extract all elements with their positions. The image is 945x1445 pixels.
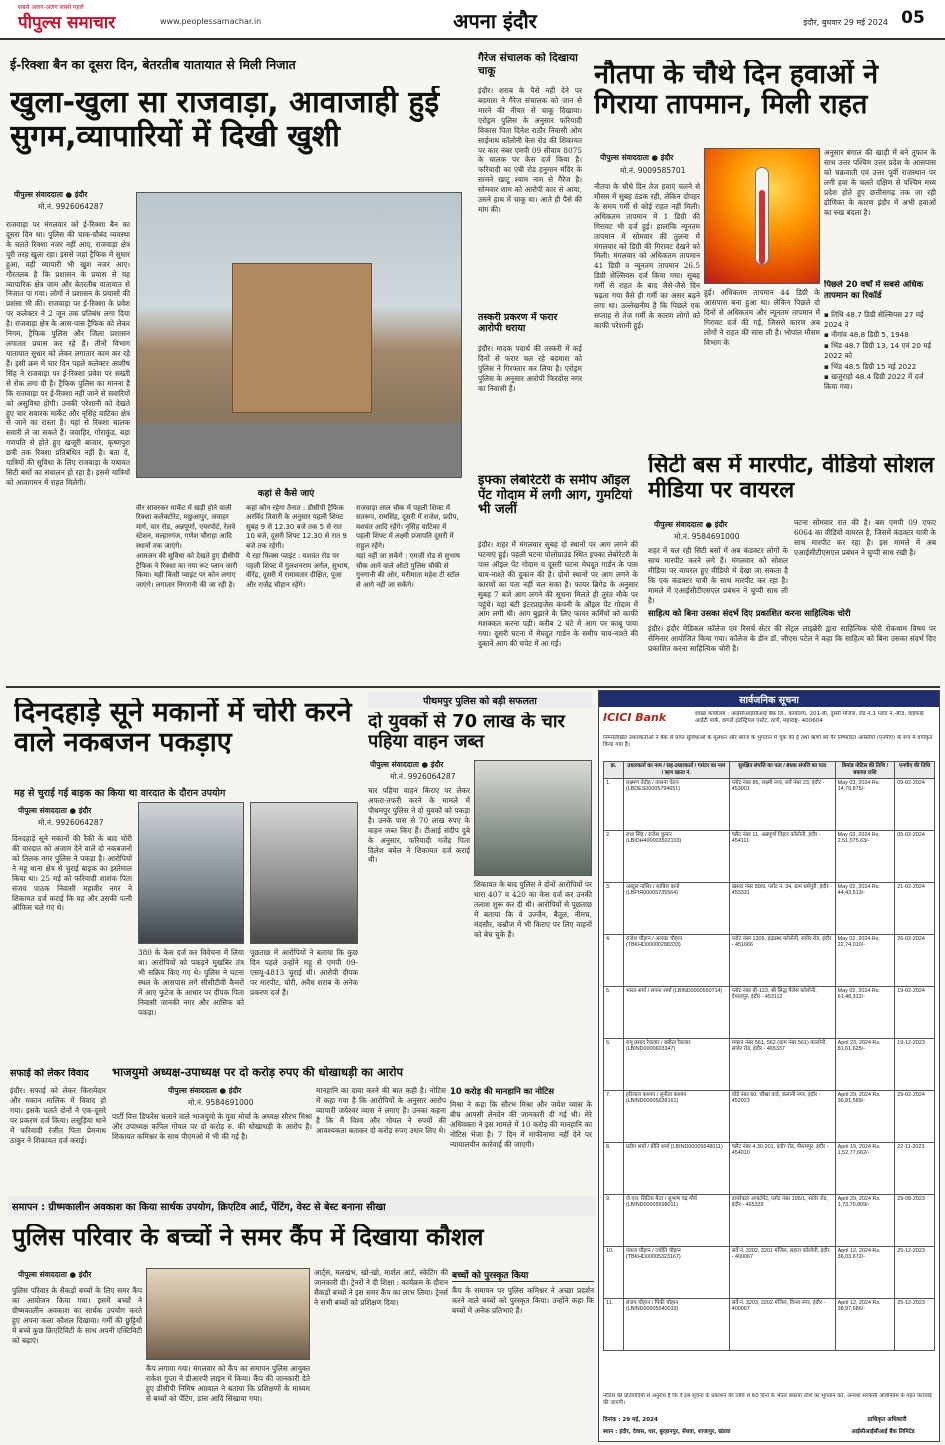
safai-body: इंदौर। सफाई को लेकर किरायेदार और मकान मालिक में विवाद हो गया। इसके चलते दोनों ने एक-दूसरे पर प्रकरण दर्ज किया। लसूड़िया थाने में फरियादी रंजीत पिता प्रेमनाथ ठाकुर ने शिकायत दर्ज कराई।: [10, 1086, 106, 1145]
notice-row: [604, 1090, 935, 1142]
notice-cell: जे.एल. सिटिस मैटर / सुभाष चंद्र मौर्य (LBIND00005698011): [623, 1194, 729, 1246]
notice-cell: भारत शर्मा / सपना शर्मा (LBIND0000550714): [623, 986, 729, 1038]
citybus-story: [644, 452, 940, 682]
record-item: ▪ भिंड 48.5 डिग्री 15 मई 2022: [824, 361, 917, 371]
route-item: यहां नहीं जा सकेंगे : एमजी रोड से सुभाष चौक आने वाले ऑटो पुलिस चौकी से गुनगानी की ओर, मरीमाता महेश टी स्टॉल से आगे नहीं जा सकेंगे।: [356, 552, 460, 589]
record-item: ▪ खजुराहो 48.4 डिग्री 2022 में दर्ज किया गया।: [824, 372, 924, 392]
notice-cell: फ्लैट नंबर 4.30-201, इंदौर रोड, पीथमपुर, इंदौर - 454010: [729, 1142, 835, 1194]
camp-headline: पुलिस परिवार के बच्चों ने समर कैंप में दिखाया कौशल: [12, 1224, 484, 1251]
camp-body-3: आर्ट्स, मलखंभ, खो-खो, मार्शल आर्ट, स्केटिंग की जानकारी दी। ट्रेनरों ने दी शिक्षा : कार्यक्रम के दौरान सैकड़ों बच्चों ने इस समर कैंप का लाभ लिया। ट्रेनर्स ने सभी बच्चों को प्रशिक्षण दिया।: [314, 1268, 448, 1307]
notice-cell: 09-02-2024: [895, 778, 935, 830]
theft-headline: दिनदहाड़े सूने मकानों में चोरी करने वाले नकबजन पकड़ाए: [14, 698, 352, 759]
icici-notice: [598, 690, 940, 1442]
notice-row: [604, 1246, 935, 1298]
notice-cell: वॉर्ड नंबर 60, चौखा वार्ड, कलानी नगर, इंदौर - 452023: [729, 1090, 835, 1142]
brand-logo: पीपुल्स समाचार: [18, 13, 116, 33]
notice-cell: 19-12-2023: [895, 1038, 935, 1090]
award-box-body: कैंप के समापन पर पुलिस कमिश्नर ने अच्छा प्रदर्शन करने वाले बच्चों को पुरस्कृत किया। उन्होंने कहा कि बच्चों में अनेक प्रतिभाएं हैं।: [452, 1286, 594, 1315]
citybus-mobile: मो.नं. 9584691000: [674, 532, 740, 541]
notice-cell: April 29, 2024 Rs. 36,81,589/-: [835, 1090, 895, 1142]
accused1-photo: [138, 802, 244, 944]
bjym-body-2: मानहानि का दावा करने की बात कही है। नोटिस में कहा गया है कि आरोपियों के अनुसार आरोप व्यापारी जयेश्वर व्यास ने लगाए हैं। उनका कहना है कि मैं विश्व और गोयल ने रुपयों की आवश्यकता बताकर दो करोड़ रुपए उधार लिए थे।: [316, 1086, 446, 1135]
pithampur-body: चार पहिया वाहन किराए पर लेकर अफरा-तफरी करने के मामले में पीथमपुर पुलिस ने दो युवकों को पकड़ा है। उनके पास से 70 लाख रुपए के वाहन जब्त किए हैं। टीआई संदीप दुबे के अनुसार, फरियादी गजेंद्र पिता दिलेश बघेल ने शिकायत दर्ज कराई थी।: [368, 786, 470, 865]
lead-body: राजवाड़ा पर मंगलवार को ई-रिक्शा बैन का दूसरा दिन था। पुलिस की चाक-चौबंद व्यवस्था के चलते रिक्शा नजर नहीं आए, राजवाड़ा क्षेत्र पूरी तरह खुला रहा। इससे जहां ट्रैफिक में सुधार हुआ, वहीं व्यापारी भी खुश नजर आए। गौरतलब है कि प्रशासन के प्रयास से यह व्यापारिक क्षेत्र जाम और बेतरतीब यातायात से निजात पा गया। लोगों ने प्रशासन के प्रयासों की प्रशंसा भी की। राजवाड़ा पर ई-रिक्शा के प्रवेश पर कलेक्टर ने 2 जून तक प्रतिबंध लगा दिया है। राजवाड़ा क्षेत्र के आस-पास ट्रैफिक को लेकर निगम, ट्रैफिक पुलिस और जिला प्रशासन लगातार प्रयास कर रहे हैं। तीनों विभाग यातायात सुधार को लेकर लगातार काम कर रहे हैं। इसी क्रम में चार दिन पहले कलेक्टर आशीष सिंह ने राजवाड़ा पर ई-रिक्शा प्रवेश पर सख्ती से रोक लगा दी है। ट्रैफिक पुलिस का मानना है कि राजवाड़ा पर ई-रिक्शा नहीं जाने से सवारियों को असुविधा होगी। उनकी परेशानी को देखते हुए चार सवारक मार्केट और नृसिंह वाटिका क्षेत्र से जाने का रास्ता है। यहां से रिक्शा चालक सवारी ले जा सकते हैं। जवाहिर, गोराकुंड, बड़ा गणपति से होते हुए खजूरी बाजार, कृष्णपुरा छत्री तक रिक्शा प्रतिबंधित नहीं है। बता दें, यात्रियों की सुविधा के लिए राजवाड़ा के यथावत सिटी बसों का संचालन हो रहा है। इससे यात्रियों को आवागमन में राहत मिलेगी।: [6, 220, 130, 487]
masthead: [0, 0, 945, 40]
record-item: ▪ नौगांव 48.8 डिग्री 5, 1948: [824, 330, 909, 340]
notice-row: [604, 986, 935, 1038]
notice-signatory: प्राधिकृत अधिकारी: [867, 1417, 907, 1423]
lead-story: [0, 44, 468, 684]
route-item: आमजन की सुविधा को देखते हुए डीसीपी ट्रैफिक ने रिक्शा का नया रूट प्लान जारी किया। यहीं किसी प्वाइंट पर कोन लगाए जाएंगे। लगातार निगरानी की जा रही है।: [136, 552, 240, 589]
notice-office: शाखा कार्यालय : आईसीआईसीआई बैंक लि., कार्यालय, 201-बी, दूसरी मंजिल, रोड नं.1 प्लॉट नं.-बी3, वाईफाई आईटी पार्क, वागले इंडस्ट्रियल एस्टेट, ठाणे, महाराष्ट्र- 400604: [695, 711, 924, 724]
record-item: ▪ तिथि 48.7 डिग्री सेल्सियस 27 मई 2024 ने: [824, 310, 924, 329]
route-box-col3: [356, 504, 462, 684]
notice-cell: April 19, 2024 Rs. 1,52,77,662/-: [835, 1142, 895, 1194]
notice-cell: May 03, 2024 Rs. 2,51,075.63/-: [835, 830, 895, 882]
route-item: ये रहा फिक्स प्वाइंट : यशवंत रोड पर पहली शिफ्ट में गुलशनराम अर्गल, सुभाष, वीरेंद्र, दूसरी में रामावतार दीक्षित, पूजा और राजेंद्र चौहान रहेंगे।: [246, 552, 350, 589]
citybus-headline: सिटी बस में मारपीट, वीडियो सोशल मीडिया पर वायरल: [648, 454, 935, 503]
notice-cell: सर्वे नं. 3203, 3202 मंजिल, विनय नगर, इंदौर - 400067: [729, 1298, 835, 1350]
notice-cell: 1.: [604, 778, 624, 830]
garage-body: इंदौर। शराब के पैसे नहीं देने पर बदमाश ने गैरेज संचालक को जान से मारने की नीयत से चाकू दिखाया। एरोड्रम पुलिस के अनुसार फरियादी विकास पिता दिनेश राठौर निवासी ओम साईनाथ कॉलोनी केस रोड की शिकायत पर कार नंबर एमपी 09 सीवाय 8075 के चालक पर केस दर्ज किया है। फरियादी का एबी रोड हनुमान मंदिर के सामने खाटू श्याम नाम से गैरेज है। सोमवार शाम को आरोपी कार से आया, उसने हाथ में चाकू था। आते ही पैसे की मांग की।: [478, 86, 582, 215]
safai-headline: सफाई को लेकर विवाद: [10, 1068, 89, 1079]
notice-table-body: [604, 778, 935, 1350]
notice-intro: निम्नलिखित उधारकर्ताओं ने बैंक से प्राप्त सुविधाओं के मूलधन और ब्याज के भुगतान में चूक की है तथा ऋणों को गैर निष्पादित आस्तियों (एनपीए) के रूप में वर्गीकृत किया गया है।: [603, 735, 933, 748]
record-list: [824, 310, 936, 444]
police-team-photo: [474, 760, 592, 876]
weather-story: [590, 48, 940, 448]
notice-cell: लक्ष्मण तेंदोह / तासना चेतन (LBDES00005794651): [623, 778, 729, 830]
bjym-byline: पीपुल्स संवाददाता ● इंदौर: [168, 1086, 242, 1095]
weather-mobile: मो.नं. 9009585701: [620, 166, 686, 175]
notice-cell: प्रदीप शर्मा / प्रीति शर्मा (LBIND00005648011): [623, 1142, 729, 1194]
smuggling-body: इंदौर। मादक पदार्थ की तस्करी में कई दिनों से फरार चल रहे बदमाश को पुलिस ने गिरफ्तार कर लिया है। एरोड्रम पुलिस के अनुसार आरोपी फिरदोस नगर का निवासी है।: [478, 344, 582, 393]
pithampur-story: [364, 690, 596, 1062]
notice-date: दिनांक : 29 मई, 2024: [603, 1417, 658, 1423]
notice-cell: डायरेक्टर अपार्टमेंट, प्लॉट नंबर 195/1, सांवेर रोड, इंदौर - 465333: [729, 1194, 835, 1246]
notice-cell: April 23, 2024 Rs. 81,61,625/-: [835, 1038, 895, 1090]
bjym-mobile: मो.नं. 9584691000: [188, 1098, 254, 1107]
notice-cell: 29-08-2023: [895, 1194, 935, 1246]
notice-cell: हरिलाल कश्यप / सुनीता कश्यप (LBIND00005638161): [623, 1090, 729, 1142]
record-item: ▪ भिंड 48.7 डिग्री 13, 14 एवं 20 मई 2022 को: [824, 341, 932, 360]
smuggling-headline: तस्करी प्रकरण में फरार आरोपी धराया: [478, 312, 558, 335]
notice-cell: 25-12-2023: [895, 1246, 935, 1298]
notice-cell: 4.: [604, 934, 624, 986]
lead-headline: खुला-खुला सा राजवाड़ा, आवाजाही हुई सुगम,व्यापारियों में दिखी खुशी: [10, 86, 440, 154]
notice-table: [603, 761, 935, 1351]
bank-logo: ICICI Bank: [603, 711, 667, 724]
notice-cell: अब्दुल नासिर / साबिरा बानो (LBPIR00005735564): [623, 882, 729, 934]
notice-row: [604, 830, 935, 882]
notice-cell: 19-02-2024: [895, 986, 935, 1038]
theft-body-3: पूछताछ में आरोपियों ने बताया कि कुछ दिन पहले उन्होंने महू से एमपी 09-एसयू-4813 चुराई थी। आरोपी दीपक पर मारपीट, चोरी, अवैध शराब के अनेक प्रकरण दर्ज हैं।: [250, 948, 358, 997]
weather-byline: पीपुल्स संवाददाता ● इंदौर: [600, 153, 674, 162]
accused2-photo: [250, 802, 358, 944]
notice-table-wrap: [603, 761, 935, 1391]
notice-cell: मकान नंबर 561, 562 (ग्राम नंबर 561) कालोनी, सांवेर रोड, इंदौर - 465337: [729, 1038, 835, 1090]
notice-cell: खसरा नंबर 89/9, प्लॉट नं. 34, ग्राम धर्मपुरी, इंदौर - 453331: [729, 882, 835, 934]
pithampur-byline: पीपुल्स संवाददाता ● इंदौर: [370, 760, 444, 769]
bjym-headline: भाजयुमो अध्यक्ष-उपाध्यक्ष पर दो करोड़ रुपए की धोखाधड़ी का आरोप: [112, 1066, 403, 1079]
fire-story: [474, 470, 640, 682]
notice-cell: 25-12-2023: [895, 1298, 935, 1350]
garage-headline: गैरेज संचालक को दिखाया चाकू: [478, 52, 578, 77]
notice-cell: 8.: [604, 1142, 624, 1194]
notice-cell: 26-02-2024: [895, 934, 935, 986]
notice-col-header: सुरक्षित संपत्ति का पता / बंधक संपत्ति का पता: [729, 762, 835, 779]
camp-photo: [146, 1268, 310, 1360]
notice-col-header: क्र.: [604, 762, 624, 779]
notice-cell: 6.: [604, 1038, 624, 1090]
garage-column: [474, 48, 584, 468]
notice-place: स्थान : इंदौर, देवास, धार, बुरहानपुर, सेंधवा, शाजापुर, खंडवा: [603, 1429, 731, 1435]
notice-cell: May 02, 2024 Rs. 22,74,010/-: [835, 934, 895, 986]
road-illustration: [137, 423, 462, 478]
citybus-body-right: घटना सोमवार रात की है। बस एमपी 09 एफए 6064 का वीडियो वायरल है, जिसमें कंडक्टर यात्री के साथ मारपीट कर रहा है। इस मामले में अब एआईसीटीएसएल प्रबंधन ने चुप्पी साध रखी है।: [794, 518, 936, 557]
theft-body: दिनदहाड़े सूने मकानों की रैकी के बाद चोरी की वारदात को अंजाम देने वाले दो नकबजनों को तिलक नगर पुलिस ने पकड़ा है। आरोपियों ने महू थाना क्षेत्र से चुराई बाइक का इस्तेमाल किया था। 25 मई को फरियादी शाशंक पिता संजय पाठक निवासी महावीर नगर ने शिकायत दर्ज कराई कि वह और उसकी पत्नी ऑफिस चले गए थे।: [12, 834, 132, 913]
defamation-title: 10 करोड़ की मानहानि का नोटिस: [450, 1086, 555, 1096]
pithampur-kicker: पीथमपुर पुलिस को बड़ी सफलता: [368, 692, 592, 708]
notice-cell: पंकज चौहान / ज्योति चौहान (TBKHD00005323167): [623, 1246, 729, 1298]
theft-story: [0, 690, 362, 1062]
notice-cell: रामू प्रसाद रैकवार / बबीता रैकवार (LBIND0000603347): [623, 1038, 729, 1090]
website: www.peoplessamachar.in: [160, 17, 262, 26]
notice-cell: 05-02-2024: [895, 830, 935, 882]
fire-headline: इफ्का लेबोरेटरी के समीप ऑइल पेंट गोदाम में लगी आग, गुमटियां भी जलीं: [478, 474, 633, 518]
notice-cell: फ्लैट नंबर 11, अन्नपूर्णा विहार कॉलोनी, इंदौर - 454111: [729, 830, 835, 882]
notice-cell: प्लॉट नंबर बी-123, श्री सिद्ध पैलेस कॉलोनी, देपालपुर, इंदौर - 453112: [729, 986, 835, 1038]
notice-col-header: डिमांड नोटिस की तिथि / बकाया राशि: [835, 762, 895, 779]
theft-byline: पीपुल्स संवाददाता ● इंदौर: [18, 806, 92, 815]
section-title: अपना इंदौर: [453, 9, 537, 33]
notice-row: [604, 1194, 935, 1246]
notice-cell: 10.: [604, 1246, 624, 1298]
notice-cell: संजय चौहान / पिंकी चौहान (LBIND00005540033): [623, 1298, 729, 1350]
notice-cell: May 03, 2024 Rs. 14,79,875/-: [835, 778, 895, 830]
pithampur-body-2: शिकायत के बाद पुलिस ने दोनों आरोपियों पर धारा 407 व 420 का केस दर्ज कर उनकी तलाश शुरू कर दी थी। आरोपियों से पूछताछ में बताया कि वे उज्जैन, बैतूल, नीमच, मंदसौर, कन्नौज में भी किराए पर लिए वाहनों को बेच चुके हैं।: [474, 880, 592, 939]
notice-cell: 11.: [604, 1298, 624, 1350]
theft-mobile: मो.नं. 9926064287: [38, 818, 104, 827]
camp-story: [0, 1194, 598, 1440]
route-box-col1: [136, 504, 240, 684]
fire-body: इंदौर। शहर में मंगलवार सुबह दो स्थानों पर आग लगने की घटनाएं हुई। पहली घटना पोलोग्राउंड स्थित इफ्का लेबोरेटरी के पास ऑइल पेंट गोदाम व दूसरी घटना मेघदूत गार्डन के पास चाय-नाश्ते की दुकान की है। दोनों स्थानों पर आग लगने के कारणों का पता नहीं चल सका है। फायर ब्रिगेड के अनुसार सुबह 7 बजे आग लगने की सूचना मिलते ही तुरंत मौके पर पहुंचे। यहां बंटी इंटरप्राइजेस कंपनी के ऑइल पेंट गोदाम में आग लगी थी। आग बुझाने के लिए फायर कर्मियों को काफी मशक्कत करना पड़ी। करीब 2 घंटे में आग पर काबू पाया गया। दूसरी घटना में मेघदूत गार्डन के समीप चाय-नाश्ते की दुकानें आग की चपेट में आ गईं।: [478, 540, 638, 649]
notice-cell: प्लॉट नंबर 1309, इंद्रप्रस्थ कॉलोनी, सांवेर रोड, इंदौर - 451666: [729, 934, 835, 986]
lead-byline: पीपुल्स संवाददाता ● इंदौर: [14, 190, 88, 199]
palace-illustration: [232, 263, 372, 413]
route-item: राजवाड़ा लाल चौक में पहली शिफ्ट में सतरूप, रामसिंह, दूसरी में राजेश, प्रदीप, यशवंत आदि रहेंगे। नृसिंह वाटिका में पहली शिफ्ट में लक्ष्मी प्रजापति दूसरी में राहुल रहेंगे।: [356, 504, 459, 550]
theft-deck: मह से चुराई गई बाइक का किया था वारदात के दौरान उपयोग: [14, 788, 226, 799]
thermometer-photo: [704, 148, 820, 284]
notice-cell: 5.: [604, 986, 624, 1038]
bjym-story: [108, 1064, 596, 1192]
notice-cell: सर्वे नं. 3202, 3201 मंजिल, सहारा कॉलोनी, इंदौर - 400067: [729, 1246, 835, 1298]
notice-row: [604, 1142, 935, 1194]
bjym-body: पार्टी वित्त डिफरेंस चलाने वाले भाजयुमो के युवा मोर्चा के अध्यक्ष सौरभ मिश्रा और उपाध्यक्ष कपिल गोयल पर दो करोड़ रु. की धोखाधड़ी के आरोप हैं। शिकायत कमिश्नर के साथ पीएमओ में भी की गई है।: [112, 1112, 312, 1141]
tagline: सबसे अलग-अलग सबसे पहले: [18, 4, 84, 11]
lead-kicker: ई-रिक्शा बैन का दूसरा दिन, बेतरतीब यातायात से मिली निजात: [10, 57, 296, 72]
notice-cell: April 29, 2024 Rs. 1,73,70,809/-: [835, 1194, 895, 1246]
notice-col-header: एनपीए की तिथि: [895, 762, 935, 779]
camp-kicker: समापन : ग्रीष्मकालीन अवकाश का किया सार्थक उपयोग, क्रिएटिव आर्ट, पेंटिंग, वेस्ट से बेस्ट बनाना सीखा: [8, 1196, 596, 1216]
notice-title: सार्वजनिक सूचना: [599, 691, 939, 707]
notice-cell: 22-11-2023: [895, 1142, 935, 1194]
notice-cell: प्लॉट नंबर 86, लक्ष्मी नगर, सर्वे नंबर 23, इंदौर - 453001: [729, 778, 835, 830]
pithampur-mobile: मो.नं. 9926064287: [390, 772, 456, 781]
route-box-col2: [246, 504, 350, 684]
notice-cell: 29-02-2024: [895, 1090, 935, 1142]
notice-cell: राधा सिंह / राजेश कुमार (LBIDH400003502103): [623, 830, 729, 882]
thermometer-icon: [755, 167, 769, 265]
notice-cell: 21-02-2024: [895, 882, 935, 934]
route-box-title: कहां से कैसे जाएं: [257, 489, 315, 499]
citybus-body: शहर में चल रही सिटी बसों में अब कंडक्टर लोगों के साथ मारपीट करने लगे हैं। मंगलवार को सोशल मीडिया पर वायरल हुए वीडियो में देखा जा सकता है कि एक कंडक्टर यात्री के साथ मारपीट कर रहा है। मामले में एआईसीटीएसएल प्रबंधन ने चुप्पी साध ली है।: [648, 546, 788, 605]
route-item: कहां कौन रहेगा तैनात : डीसीपी ट्रैफिक अरविंद तिवारी के अनुसार पहली शिफ्ट सुबह 9 से 12.30 बजे तक 5 से रात 10 बजे, दूसरी शिफ्ट 12.30 से रात 9 बजे तक रहेगी।: [246, 504, 347, 550]
notice-cell: 7.: [604, 1090, 624, 1142]
dateline: इंदौर, बुधवार 29 मई 2024: [803, 18, 888, 27]
notice-cell: May 02, 2024 Rs. 61,48,312/-: [835, 986, 895, 1038]
notice-col-header: उधारकर्ता का नाम / सह-उधारकर्ता / गारंटर का नाम / ऋण खाता नं.: [623, 762, 729, 779]
lead-mobile: मो.नं. 9926064287: [38, 202, 104, 211]
notice-cell: 9.: [604, 1194, 624, 1246]
notice-cell: April 12, 2024 Rs. 38,97,686/-: [835, 1298, 895, 1350]
plagiarism-headline: साहित्य को बिना उसका संदर्भ दिए प्रकाशित करना साहित्यिक चोरी: [648, 608, 851, 618]
weather-body: नौतपा के चौथे दिन तेज हवाएं चलने से मौसम में सुबह ठंडक रही, लेकिन दोपहर के समय गर्मी से कोई राहत नहीं मिली। अधिकतम तापमान में 1 डिग्री की गिरावट भी दर्ज हुई। हालांकि न्यूनतम तापमान में सोमवार की तुलना में मंगलवार को डिग्री की गिरावट देखने को मिली। मंगलवार को अधिकतम तापमान 41 डिग्री व न्यूनतम तापमान 26.5 डिग्री सेल्सियस दर्ज किया गया। सुबह गर्मी से राहत के बाद जैसे-जैसे दिन चढ़ता गया वैसे ही गर्मी का असर बढ़ने लगा था। उल्लेखनीय है कि पिछले एक सप्ताह से तेज गर्मी के कारण लोगों को काफी परेशानी हुई।: [594, 182, 700, 330]
notice-row: [604, 934, 935, 986]
notice-cell: April 12, 2024 Rs. 36,03,672/-: [835, 1246, 895, 1298]
weather-headline: नौतपा के चौथे दिन हवाओं ने गिराया तापमान, मिली राहत: [594, 60, 879, 121]
plagiarism-body: इंदौर। इंदौर मेडिकल कॉलेज एवं रिसर्च सेंटर की सेंट्रल लाइब्रेरी द्वारा साहित्यिक चोरी रोकथाम विषय पर सेमिनार आयोजित किया गया। कॉलेज के डीन डॉ. जीएस पटेल ने कहा कि साहित्य को बिना उसका संदर्भ दिए प्रकाशित करना साहित्यिक चोरी है।: [648, 624, 936, 653]
notice-table-header: [604, 762, 935, 779]
camp-byline: पीपुल्स संवाददाता ● इंदौर: [18, 1270, 92, 1279]
defamation-body: मिश्रा ने कहा कि सौरभ मिश्रा और जयेश व्यास के बीच आपसी लेनदेन की जानकारी दी गई थी। मेरे अधिवक्ता ने इस मामले में 10 करोड़ की मानहानि का नोटिस भेजा है। 7 दिन में माफीनामा नहीं देने पर न्यायालयीन कार्रवाई की जाएगी।: [450, 1100, 592, 1149]
pithampur-headline: दो युवकों से 70 लाख के चार पहिया वाहन जब्त: [368, 712, 565, 753]
notice-row: [604, 778, 935, 830]
award-box-title: बच्चों को पुरस्कृत किया: [452, 1268, 594, 1282]
weather-body-right: अनुसार बंगाल की खाड़ी में बने तूफान के साथ उत्तर पश्चिम उत्तर प्रदेश के आसपास को चक्रवाती एवं उत्तर पूर्वी राजस्थान पर लगी हवा के चलते दक्षिण से पश्चिम मध्य प्रदेश होते हुए छत्तीसगढ़ तक जा रही द्रोणिका के कारण इंदौर में अभी हवाओं का रुख बदला है।: [824, 148, 936, 217]
notice-cell: 2.: [604, 830, 624, 882]
record-title: पिछले 20 वर्षों में सबसे अधिक तापमान का रिकॉर्ड: [824, 280, 924, 301]
route-item: वीर सावरकर मार्केट में खड़ी होने वाली रिक्शा कलेक्टोरेट, मछुआपुर, जवाहर मार्ग, चार रोड, अन्नपूर्णा, एयरपोर्ट, रेलवे स्टेशन, मल्हारगंज, गणेश चौराहा आदि स्थानों तक जाएंगे।: [136, 504, 236, 550]
camp-body: पुलिस परिवार के सैकड़ों बच्चों के लिए समर कैंप का आयोजन किया गया। इसमें बच्चों ने ग्रीष्मकालीन अवकाश का सार्थक उपयोग करते हुए अपना कला कौशल दिखाया। गर्मी की छुट्टियों में बच्चे कुछ क्रिएटिविटी के साथ अपनी एक्टिविटी को बढ़ाएं।: [12, 1286, 142, 1345]
weather-caption: हुई। अधिकतम तापमान 44 डिग्री के आसपास बना हुआ था। लेकिन पिछले दो दिनों से अधिकतम और न्यूनतम तापमान में गिरावट दर्ज की गई, जिससे कारण अब लोगों ने राहत की सांस ली है। भोपाल मौसम विभाग के: [704, 288, 820, 347]
rajwada-photo: [136, 192, 462, 478]
notice-row: [604, 882, 935, 934]
safai-story: [6, 1064, 106, 1192]
theft-body-2: 380 के केस दर्ज कर विवेचना में लिया था। आरोपियों को पकड़ने मुखबिर तंत्र भी सक्रिय किए गए थे। पुलिस ने घटना स्थल के आसपास लगे सीसीटीवी कैमरों में आए फुटेज के आधार पर दीपक पिता निवासी जानकी नगर और आसिफ को पकड़ा।: [138, 948, 244, 1017]
notice-row: [604, 1298, 935, 1350]
notice-row: [604, 1038, 935, 1090]
citybus-byline: पीपुल्स संवाददाता ● इंदौर: [654, 520, 728, 529]
camp-body-2: कैंप लगाया गया। मंगलवार को कैंप का समापन पुलिस आयुक्त राकेश गुप्ता ने डीआरपी लाइन में किया। कैंप की जानकारी देते हुए डीसीपी निमिष अग्रवाल ने बताया कि प्रशिक्षणों के माध्यम से बच्चों को पेंटिंग, डांस आदि सिखाया गया।: [146, 1364, 310, 1403]
notice-cell: राजेश चौहान / अलका चौहान (TBKHD00000288333): [623, 934, 729, 986]
page-number: 05: [901, 8, 925, 28]
notice-footer: नोटिस की प्रतिवादियों से अनुरोध है कि वे इस सूचना के प्रकाशन की तिथि से 60 दिनों के भीतर बकाया राशि का भुगतान करें, अन्यथा सरफेसी अधिनियम के तहत कार्रवाई की जाएगी।: [603, 1393, 932, 1406]
notice-cell: 3.: [604, 882, 624, 934]
notice-cell: May 02, 2024 Rs. 44,43,513/-: [835, 882, 895, 934]
section-divider: [6, 686, 940, 688]
notice-signatory-bank: आईसीआईसीआई बैंक लिमिटेड: [851, 1429, 915, 1435]
